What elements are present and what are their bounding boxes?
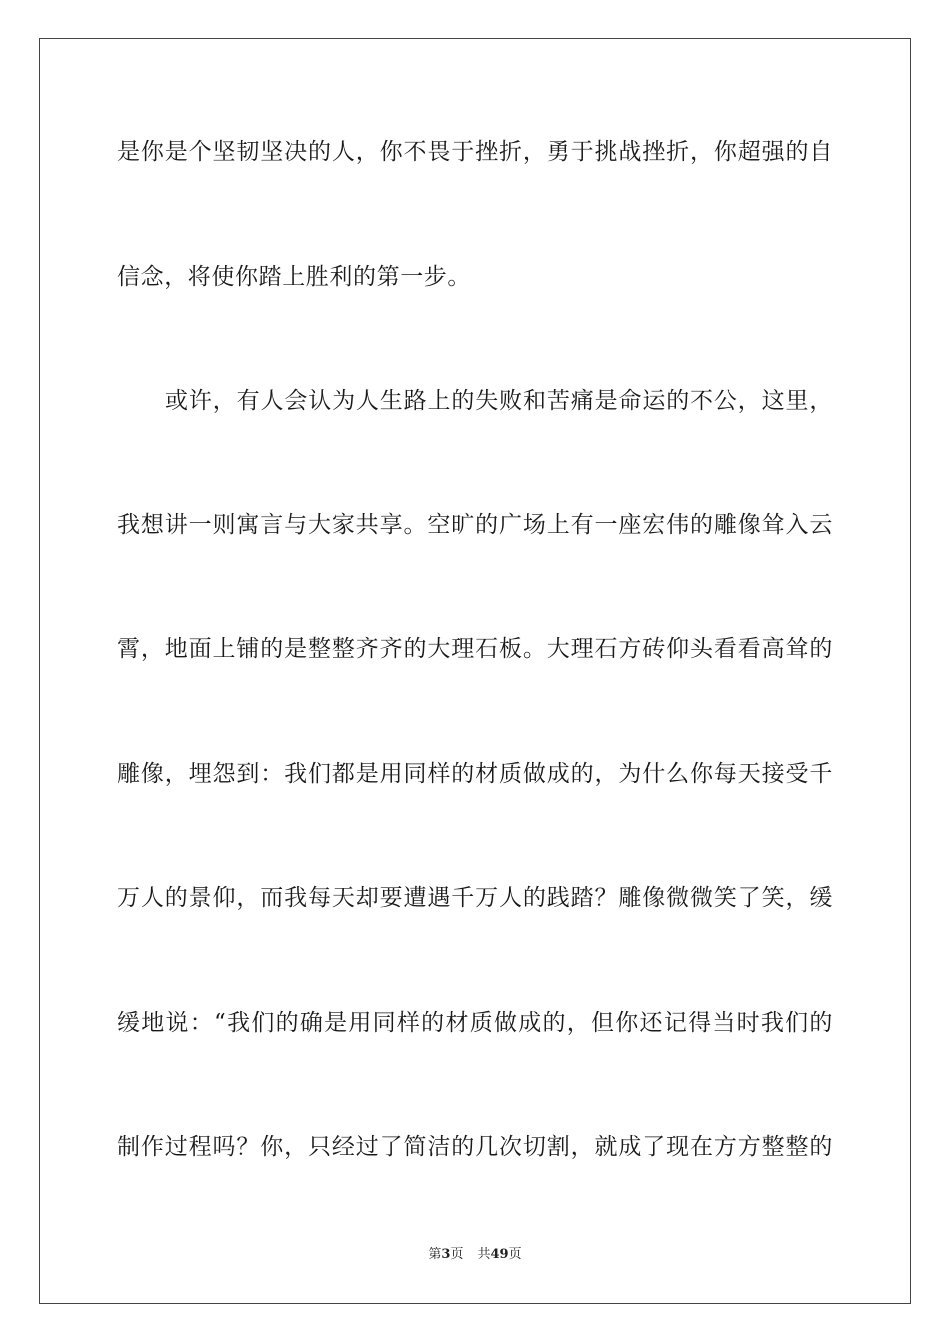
total-prefix: 共: [477, 1247, 491, 1262]
text-line-9: 制作过程吗？你，只经过了简洁的几次切割，就成了现在方方整整的: [117, 1134, 833, 1160]
text-line-1: 是你是个坚韧坚决的人，你不畏于挫折，勇于挑战挫折，你超强的自: [117, 139, 833, 165]
page-prefix: 第: [428, 1247, 442, 1262]
text-line-4: 我想讲一则寓言与大家共享。空旷的广场上有一座宏伟的雕像耸入云: [117, 512, 833, 538]
total-pages: 49: [490, 1247, 509, 1262]
page-suffix: 页: [450, 1247, 464, 1262]
text-line-6: 雕像，埋怨到：我们都是用同样的材质做成的，为什么你每天接受千: [117, 761, 833, 787]
text-line-8: 缓地说：“我们的确是用同样的材质做成的，但你还记得当时我们的: [117, 1010, 833, 1036]
text-line-3: 或许，有人会认为人生路上的失败和苦痛是命运的不公，这里，: [165, 388, 833, 414]
text-line-5: 霄，地面上铺的是整整齐齐的大理石板。大理石方砖仰头看看高耸的: [117, 636, 833, 662]
text-line-2: 信念，将使你踏上胜利的第一步。: [117, 264, 471, 290]
total-suffix: 页: [508, 1247, 522, 1262]
page-border: [39, 38, 911, 1304]
text-line-7: 万人的景仰，而我每天却要遭遇千万人的践踏？雕像微微笑了笑，缓: [117, 885, 833, 911]
page-footer: [0, 1246, 950, 1264]
page-number: 3: [441, 1247, 451, 1262]
